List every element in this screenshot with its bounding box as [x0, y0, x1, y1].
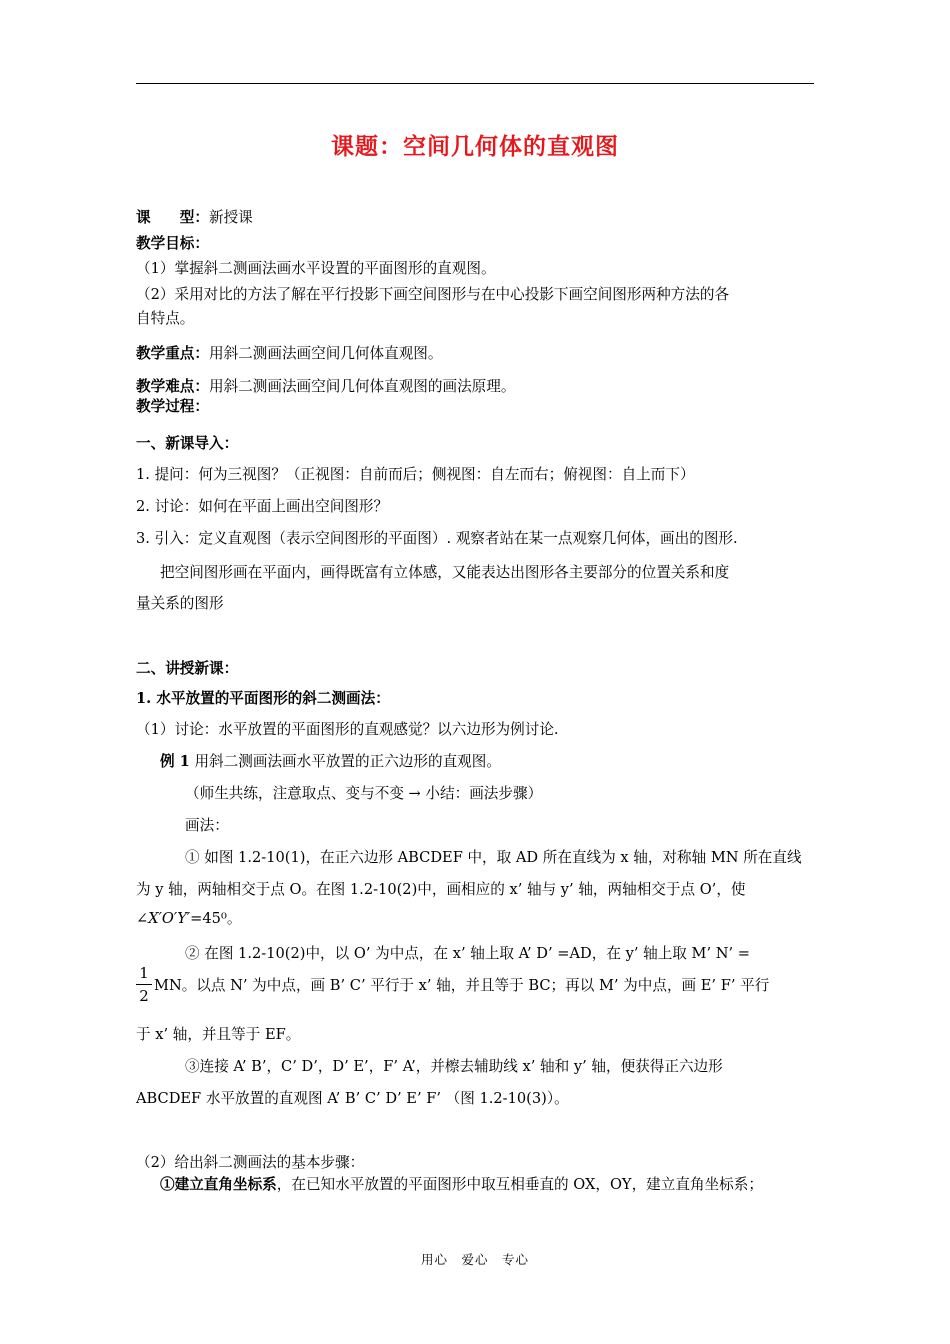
difficulty-line — [136, 377, 515, 397]
intro-item-3: 3. 引入：定义直观图（表示空间图形的平面图）. 观察者站在某一点观察几何体，画出的图形. — [136, 530, 738, 547]
fraction-numerator: 1 — [139, 964, 149, 982]
page-title: 课题：空间几何体的直观图 — [331, 134, 619, 160]
step-2b: MN。以点 N’ 为中点，画 B’ C’ 平行于 x’ 轴，并且等于 BC；再以 M’ 为中点，画 E’ F’ 平行 — [154, 977, 770, 994]
key-point-line — [136, 344, 443, 364]
intro-item-5: 量关系的图形 — [136, 595, 224, 612]
difficulty-label: 教学难点： — [136, 378, 209, 395]
example-note: （师生共练，注意取点、变与不变 → 小结：画法步骤） — [185, 785, 543, 802]
new-heading: 二、讲授新课： — [136, 660, 239, 677]
basic-step-1-text: ，在已知水平放置的平面图形中取互相垂直的 OX，OY，建立直角坐标系； — [276, 1176, 763, 1193]
angle-value: =45⁰。 — [190, 910, 242, 927]
course-type-value: 新授课 — [208, 209, 253, 226]
process-heading: 教学过程： — [136, 398, 209, 415]
header-rule — [136, 83, 814, 84]
page-footer: 用心 爱心 专心 — [420, 1252, 529, 1267]
step-3a: ③连接 A’ B’，C’ D’，D’ E’，F’ A’，并檫去辅助线 x’ 轴和 y’ 轴，便获得正六边形 — [185, 1058, 723, 1075]
goal-2a: （2）采用对比的方法了解在平行投影下画空间图形与在中心投影下画空间图形两种方法的各 — [136, 286, 730, 303]
intro-item-4: 把空间图形画在平面内，画得既富有立体感，又能表达出图形各主要部分的位置关系和度 — [160, 564, 730, 581]
basic-step-1-label: ①建立直角坐标系 — [160, 1176, 277, 1193]
angle-expression: ∠X′O′Y′ — [136, 910, 191, 927]
step-2a: ② 在图 1.2-10(2)中，以 O’ 为中点，在 x’ 轴上取 A’ D’ =AD，在 y’ 轴上取 M’ N’ = — [185, 945, 751, 962]
intro-item-2: 2. 讨论：如何在平面上画出空间图形？ — [136, 498, 389, 515]
discussion-2: （2）给出斜二测画法的基本步骤： — [136, 1154, 365, 1171]
difficulty-value: 用斜二测画法画空间几何体直观图的画法原理。 — [208, 378, 516, 395]
method-label: 画法： — [185, 817, 229, 834]
fraction-bar — [136, 984, 152, 985]
goal-2b: 自特点。 — [136, 310, 195, 327]
intro-heading: 一、新课导入： — [136, 435, 239, 452]
example-1 — [160, 752, 501, 772]
key-point-label: 教学重点： — [136, 345, 209, 362]
fraction-one-half — [136, 964, 152, 1005]
course-type-line — [136, 208, 253, 228]
basic-step-1 — [160, 1175, 763, 1195]
step-1b: 为 y 轴，两轴相交于点 O。在图 1.2-10(2)中，画相应的 x’ 轴与 y’ 轴，两轴相交于点 O’，使 — [136, 881, 746, 898]
step-3b: ABCDEF 水平放置的直观图 A’ B’ C’ D’ E’ F’ （图 1.2-10(3)）。 — [136, 1090, 569, 1107]
example-text: 用斜二测画法画水平放置的正六边形的直观图。 — [189, 753, 501, 770]
example-label: 例 1 — [160, 753, 190, 770]
course-type-label: 课 型： — [136, 209, 209, 226]
step-1a: ① 如图 1.2-10(1)，在正六边形 ABCDEF 中，取 AD 所在直线为 x 轴，对称轴 MN 所在直线 — [185, 849, 802, 866]
intro-item-1: 1. 提问：何为三视图？（正视图：自前而后；侧视图：自左而右；俯视图：自上而下） — [136, 466, 695, 483]
discussion-1: （1）讨论：水平放置的平面图形的直观感觉？以六边形为例讨论. — [136, 721, 559, 738]
goals-heading: 教学目标： — [136, 235, 209, 252]
section-1-title: 1. 水平放置的平面图形的斜二测画法： — [136, 690, 390, 707]
angle-line — [136, 909, 241, 929]
goal-1: （1）掌握斜二测画法画水平设置的平面图形的直观图。 — [136, 260, 496, 277]
step-2c: 于 x’ 轴，并且等于 EF。 — [136, 1026, 301, 1043]
fraction-denominator: 2 — [139, 987, 149, 1005]
key-point-value: 用斜二测画法画空间几何体直观图。 — [208, 345, 443, 362]
